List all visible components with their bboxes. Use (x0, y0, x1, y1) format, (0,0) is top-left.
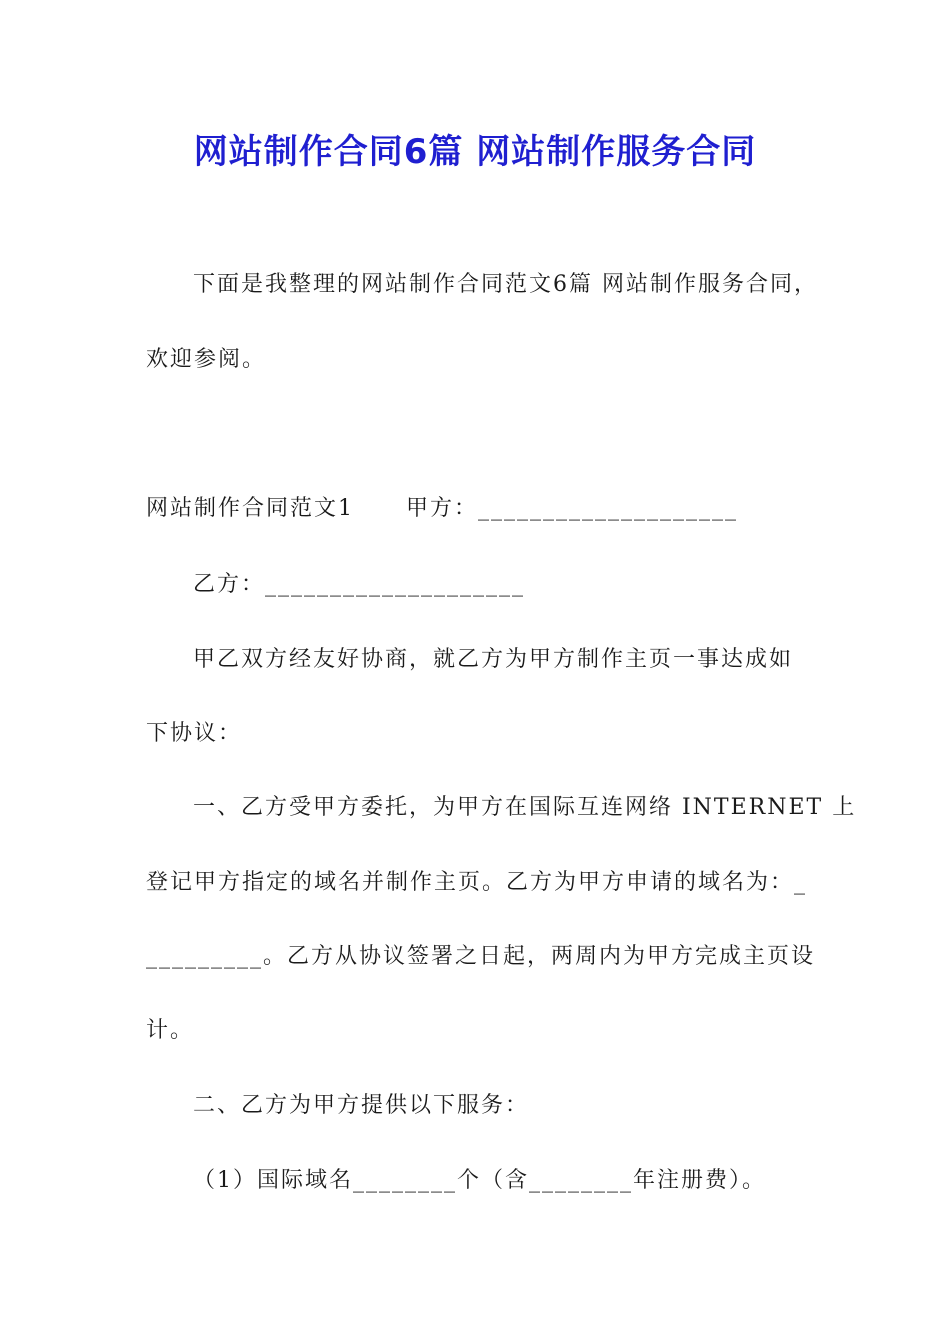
intro-line-1: 下面是我整理的网站制作合同范文6篇 网站制作服务合同， (193, 272, 818, 297)
party-b-line: 乙方：____________________ (193, 572, 526, 597)
para-2-line-1: 一、乙方受甲方委托，为甲方在国际互连网络 INTERNET 上 (193, 795, 857, 820)
para-3-line-1: 二、乙方为甲方提供以下服务： (193, 1093, 530, 1118)
para-1-line-2: 下协议： (146, 721, 243, 746)
para-2-line-3: _________。乙方从协议签署之日起，两周内为甲方完成主页设 (146, 944, 816, 969)
para-2-line-4: 计。 (146, 1018, 195, 1043)
para-2-line-2: 登记甲方指定的域名并制作主页。乙方为甲方申请的域名为：_ (146, 870, 808, 895)
item-1-line: （1）国际域名________个（含________年注册费）。 (193, 1168, 766, 1193)
para-1-line-1: 甲乙双方经友好协商，就乙方为甲方制作主页一事达成如 (193, 647, 794, 672)
section-1-heading: 网站制作合同范文1 (146, 496, 354, 521)
document-title: 网站制作合同6篇 网站制作服务合同 (193, 132, 757, 172)
section-heading-row (146, 494, 738, 524)
party-a-line: 甲方：____________________ (406, 496, 739, 521)
intro-line-2: 欢迎参阅。 (146, 347, 267, 372)
